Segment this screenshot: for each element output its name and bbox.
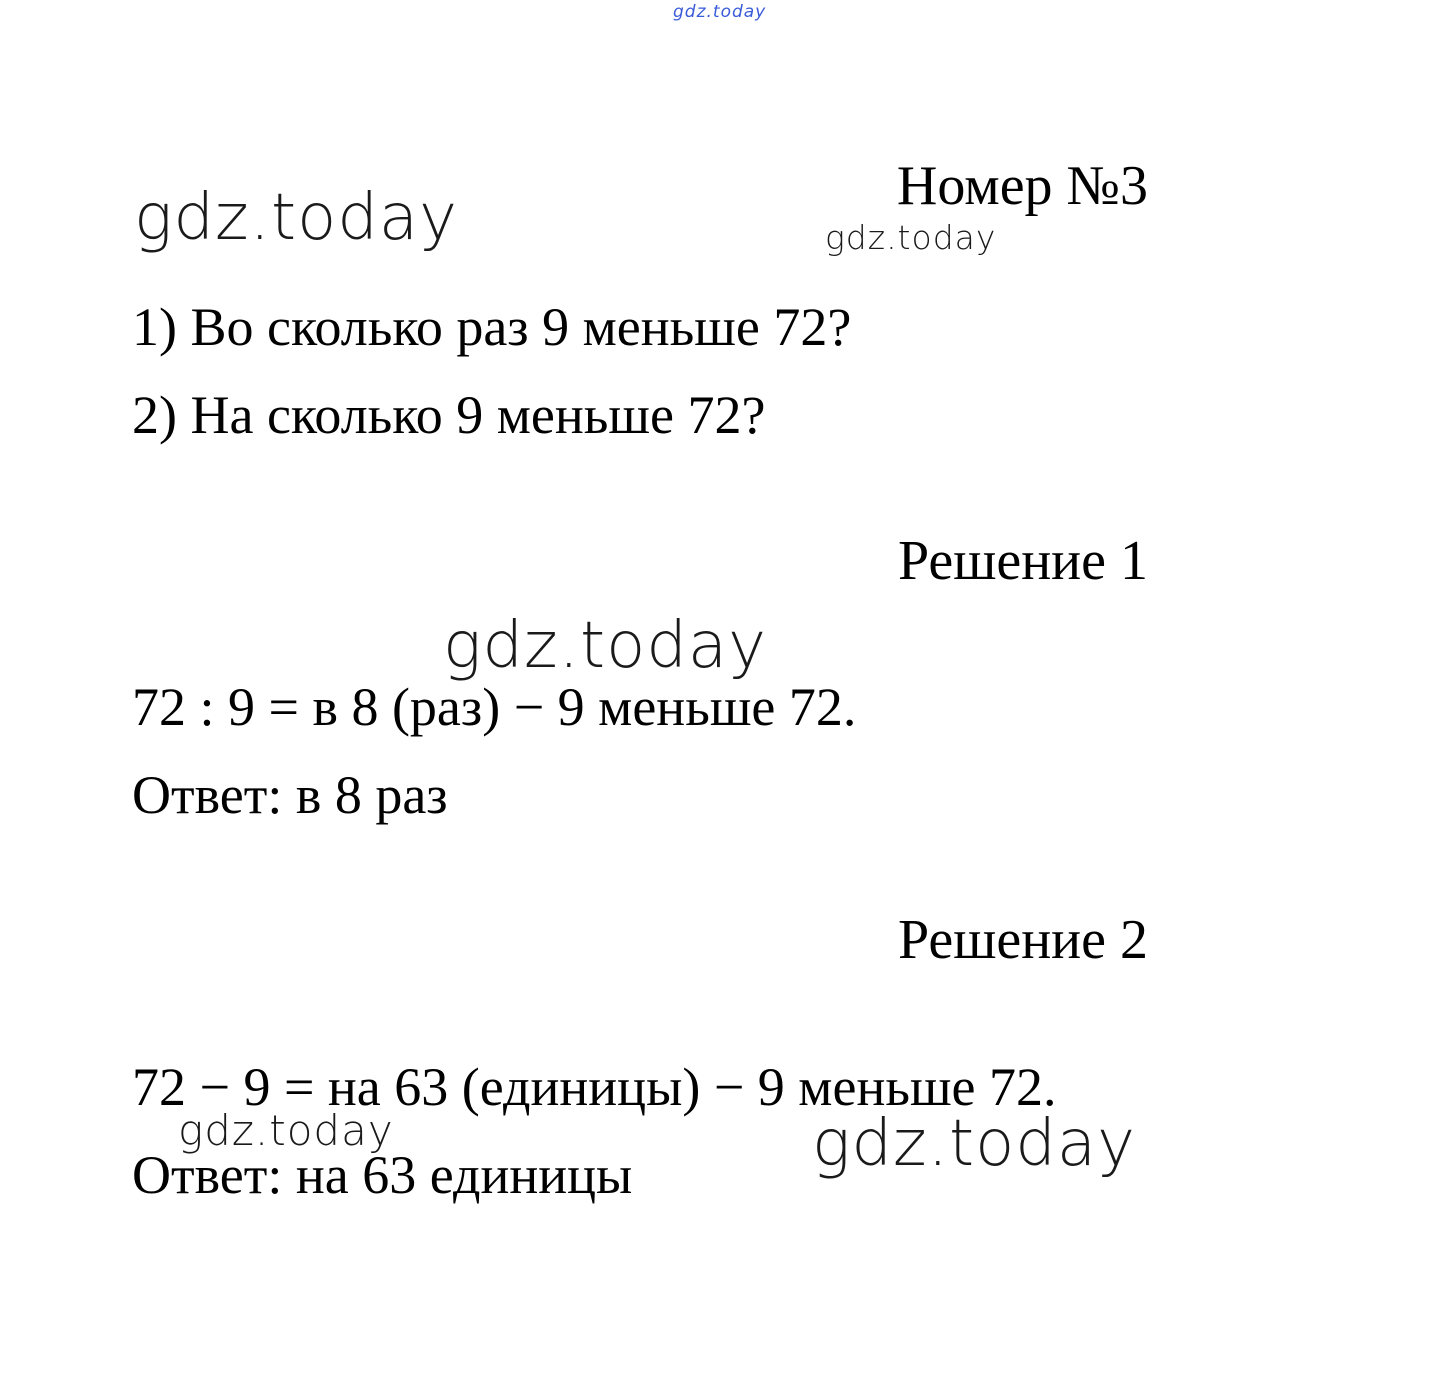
watermark: gdz.today <box>812 1107 1136 1181</box>
page-title: Номер №3 <box>896 155 1148 217</box>
solution-1-answer: Ответ: в 8 раз <box>132 765 448 825</box>
watermark-top: gdz.today <box>673 2 767 22</box>
watermark: gdz.today <box>443 609 767 683</box>
solution-2-equation: 72 − 9 = на 63 (единицы) − 9 меньше 72. <box>132 1057 1057 1117</box>
solution-2-answer: Ответ: на 63 единицы <box>132 1145 633 1205</box>
solution-1-equation: 72 : 9 = в 8 (раз) − 9 меньше 72. <box>132 677 857 737</box>
watermark: gdz.today <box>134 181 458 255</box>
watermark: gdz.today <box>825 218 997 257</box>
solution-1-heading: Решение 1 <box>897 530 1148 592</box>
solution-2-heading: Решение 2 <box>897 909 1148 971</box>
watermark: gdz.today <box>178 1106 394 1155</box>
question-1: 1) Во сколько раз 9 меньше 72? <box>132 297 852 357</box>
question-2: 2) На сколько 9 меньше 72? <box>132 385 766 445</box>
